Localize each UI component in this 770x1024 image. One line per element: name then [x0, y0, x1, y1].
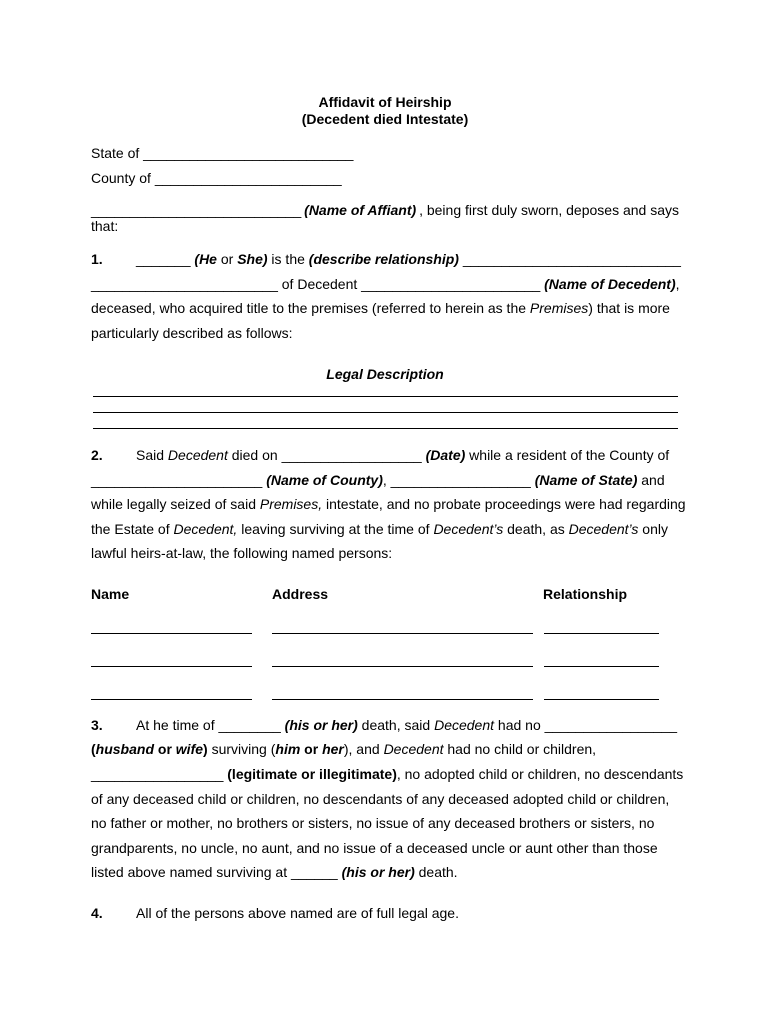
blank: _______	[136, 251, 191, 267]
doc-title: Affidavit of Heirship	[318, 94, 452, 110]
decedents-term: Decedent’s	[433, 521, 504, 537]
relationship-blank	[544, 699, 659, 700]
relationship-label: (describe relationship)	[308, 251, 459, 267]
text: and	[637, 472, 665, 488]
para-3-line-5: no father or mother, no brothers or sisters, no issue of any deceased brothers or sisters, no	[91, 815, 655, 831]
para-2-line-4	[91, 521, 668, 537]
his-her-label: (his or her)	[284, 717, 358, 733]
blank: _________________	[91, 766, 228, 782]
text: death, as	[503, 521, 569, 537]
para-3-line-6: grandparents, no uncle, no aunt, and no issue of a deceased uncle or aunt other than those	[91, 840, 658, 856]
or-text: or	[216, 251, 238, 267]
he-label: (He	[194, 251, 217, 267]
comma: ,	[675, 276, 680, 292]
address-blank	[272, 633, 533, 634]
husband-label: husband	[95, 741, 155, 757]
text: died on __________________	[227, 447, 426, 463]
affiant-label: (Name of Affiant)	[304, 202, 417, 218]
premises-term: Premises,	[259, 496, 323, 512]
she-label: She)	[237, 251, 268, 267]
date-label: (Date)	[425, 447, 466, 463]
para-1-line-3	[91, 300, 670, 316]
para-2-line-5: lawful heirs-at-law, the following named persons:	[91, 545, 393, 561]
legitimate-label: (legitimate or illegitimate)	[227, 766, 397, 782]
col-header-name: Name	[91, 586, 130, 602]
affiant-blank: ___________________________	[91, 202, 302, 218]
para-4-number: 4.	[91, 905, 103, 921]
address-blank	[272, 666, 533, 667]
col-header-relationship: Relationship	[543, 586, 628, 602]
name-county-label: (Name of County)	[266, 472, 383, 488]
text: listed above named surviving at ______	[91, 864, 342, 880]
para-3-line-1	[136, 717, 677, 733]
name-blank	[91, 666, 252, 667]
of-decedent-text: of Decedent	[277, 276, 362, 292]
decedent-term: Decedent	[434, 717, 495, 733]
text: had no child or children,	[443, 741, 597, 757]
or-text: or	[300, 741, 323, 757]
text: deceased, who acquired title to the premises (referred to herein as the	[91, 300, 530, 316]
text: only	[638, 521, 668, 537]
para-1-line-1	[136, 251, 681, 267]
name-blank	[91, 633, 252, 634]
paren: (	[91, 741, 96, 757]
state-of-line: State of ___________________________	[91, 145, 354, 161]
or-text: or	[154, 741, 176, 757]
text: had no _________________	[494, 717, 677, 733]
col-header-address: Address	[272, 586, 329, 602]
legal-description-heading: Legal Description	[326, 366, 444, 382]
paren: )	[343, 741, 349, 757]
relationship-blank	[544, 666, 659, 667]
blank: ________________________	[91, 276, 278, 292]
text: , no adopted child or children, no descendants	[396, 766, 684, 782]
relationship-blank	[544, 633, 659, 634]
text: ) that is more	[588, 300, 670, 316]
blank: , __________________	[382, 472, 535, 488]
legal-description-rule-3	[93, 428, 678, 429]
affiant-line	[91, 202, 679, 218]
name-decedent-label: (Name of Decedent)	[544, 276, 676, 292]
text: the Estate of	[91, 521, 174, 537]
legal-description-rule-1	[93, 396, 678, 397]
para-2-number: 2.	[91, 447, 103, 463]
decedent-term: Decedent,	[173, 521, 238, 537]
para-1-number: 1.	[91, 251, 103, 267]
paren: )	[203, 741, 208, 757]
para-2-line-2	[91, 472, 665, 488]
para-1-line-2	[91, 276, 680, 292]
address-blank	[272, 699, 533, 700]
para-4-text: All of the persons above named are of full legal age.	[136, 905, 459, 921]
para-3-number: 3.	[91, 717, 103, 733]
para-2-line-3	[91, 496, 686, 512]
text: leaving surviving at the time of	[237, 521, 434, 537]
text: while legally seized of said	[91, 496, 260, 512]
name-blank	[91, 699, 252, 700]
text: , and	[348, 741, 384, 757]
him-label: him	[275, 741, 301, 757]
text: intestate, and no probate proceedings were had regarding	[322, 496, 686, 512]
his-her-label: (his or her)	[341, 864, 415, 880]
premises-term: Premises	[529, 300, 589, 316]
text: surviving (	[207, 741, 276, 757]
text: while a resident of the County of	[465, 447, 670, 463]
decedents-term: Decedent’s	[568, 521, 639, 537]
para-3-line-3	[91, 766, 683, 782]
that-text: that:	[91, 218, 119, 234]
para-3-line-4: of any deceased child or children, no descendants of any deceased adopted child or children,	[91, 791, 670, 807]
affiant-text: , being first duly sworn, deposes and says	[419, 202, 679, 218]
blank: ____________________________	[458, 251, 681, 267]
para-3-line-7	[91, 864, 458, 880]
text: Said	[136, 447, 168, 463]
para-1-line-4: particularly described as follows:	[91, 325, 293, 341]
decedent-term: Decedent	[383, 741, 444, 757]
name-state-label: (Name of State)	[534, 472, 638, 488]
is-the-text: is the	[267, 251, 309, 267]
para-3-line-2	[91, 741, 596, 757]
wife-label: wife	[175, 741, 204, 757]
blank: ______________________	[91, 472, 267, 488]
para-2-line-1	[136, 447, 669, 463]
text: death.	[414, 864, 458, 880]
doc-subtitle: (Decedent died Intestate)	[301, 111, 469, 127]
text: At he time of ________	[136, 717, 285, 733]
county-of-line: County of ________________________	[91, 170, 342, 186]
her-label: her	[322, 741, 344, 757]
decedent-term: Decedent	[167, 447, 228, 463]
text: death, said	[357, 717, 435, 733]
legal-description-rule-2	[93, 412, 678, 413]
blank: _______________________	[361, 276, 541, 292]
